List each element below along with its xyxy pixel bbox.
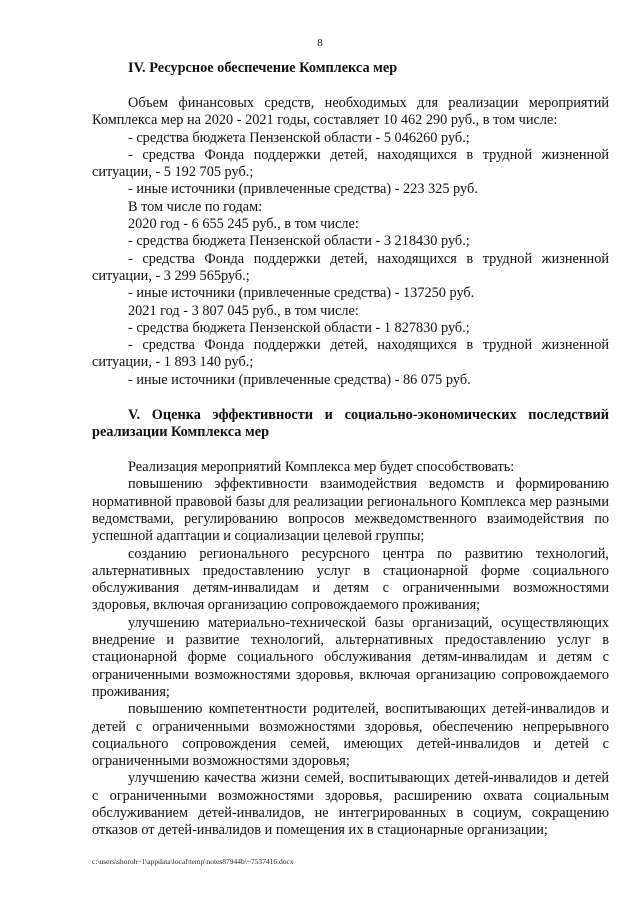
page-number: 8	[317, 37, 323, 49]
paragraph: - средства Фонда поддержки детей, находящихся в трудной жизненной ситуации, - 5 192 705 руб.;	[92, 146, 609, 181]
paragraph: - средства бюджета Пензенской области - 5 046260 руб.;	[128, 129, 470, 146]
document-body	[92, 60, 609, 840]
paragraph: - средства Фонда поддержки детей, находящихся в трудной жизненной ситуации, - 1 893 140 руб.;	[92, 337, 609, 371]
paragraph: - средства бюджета Пензенской области - 3 218430 руб.;	[128, 233, 470, 250]
paragraph: 2021 год - 3 807 045 руб., в том числе:	[128, 302, 359, 319]
paragraph: - иные источники (привлеченные средства) - 137250 руб.	[128, 285, 475, 302]
paragraph: улучшению материально-технической базы организаций, осуществляющих внедрение и развитие технологий, альтернативных предоставлению услуг в стационарной форме социального обслуживания детям-инвалидам и детям с ограниченными возможностями здоровья, включая организацию сопровождаемого проживания;	[92, 614, 609, 700]
paragraph: - средства Фонда поддержки детей, находящихся в трудной жизненной ситуации, - 3 299 565руб.;	[92, 250, 609, 284]
paragraph: - средства бюджета Пензенской области - 1 827830 руб.;	[128, 319, 470, 336]
section-4-heading: IV. Ресурсное обеспечение Комплекса мер	[128, 60, 398, 76]
paragraph: 2020 год - 6 655 245 руб., в том числе:	[128, 216, 359, 233]
paragraph: - иные источники (привлеченные средства) - 223 325 руб.	[128, 181, 478, 198]
file-path-footer: c:\users\shoroh~1\appdata\local\temp\notes87944b\~7537416.docx	[92, 857, 294, 866]
paragraph: повышению компетентности родителей, воспитывающих детей-инвалидов и детей с ограниченными возможностями здоровья, обеспечению непрерывного социального сопровождения семей, имеющих детей-инвалидов и детей с ограниченными возможностями здоровья;	[92, 701, 609, 770]
section-5-heading: V. Оценка эффективности и социально-экономических последствий реализации Комплекса мер	[92, 407, 609, 441]
paragraph: Реализация мероприятий Комплекса мер будет способствовать:	[128, 459, 515, 476]
paragraph: улучшению качества жизни семей, воспитывающих детей-инвалидов и детей с ограниченными возможностями здоровья, расширению охвата социальным обслуживанием детей-инвалидов, не интегрированных в социум, сокращению отказов от детей-инвалидов и помещения их в стационарные организации;	[92, 770, 609, 839]
paragraph: созданию регионального ресурсного центра по развитию технологий, альтернативных предоставлению услуг в стационарной форме социального обслуживания детям-инвалидам и детям с ограниченными возможностями здоровья, включая организацию сопровождаемого проживания;	[92, 545, 609, 614]
paragraph: повышению эффективности взаимодействия ведомств и формированию нормативной правовой базы для реализации регионального Комплекса мер разными ведомствами, регулированию вопросов межведомственного взаимодействия по успешной адаптации и социализации целевой группы;	[92, 476, 609, 545]
paragraph: Объем финансовых средств, необходимых для реализации мероприятий Комплекса мер на 2020 - 2021 годы, составляет 10 462 290 руб., в том числе:	[92, 95, 609, 129]
paragraph: - иные источники (привлеченные средства) - 86 075 руб.	[128, 371, 471, 388]
paragraph: В том числе по годам:	[128, 198, 263, 215]
